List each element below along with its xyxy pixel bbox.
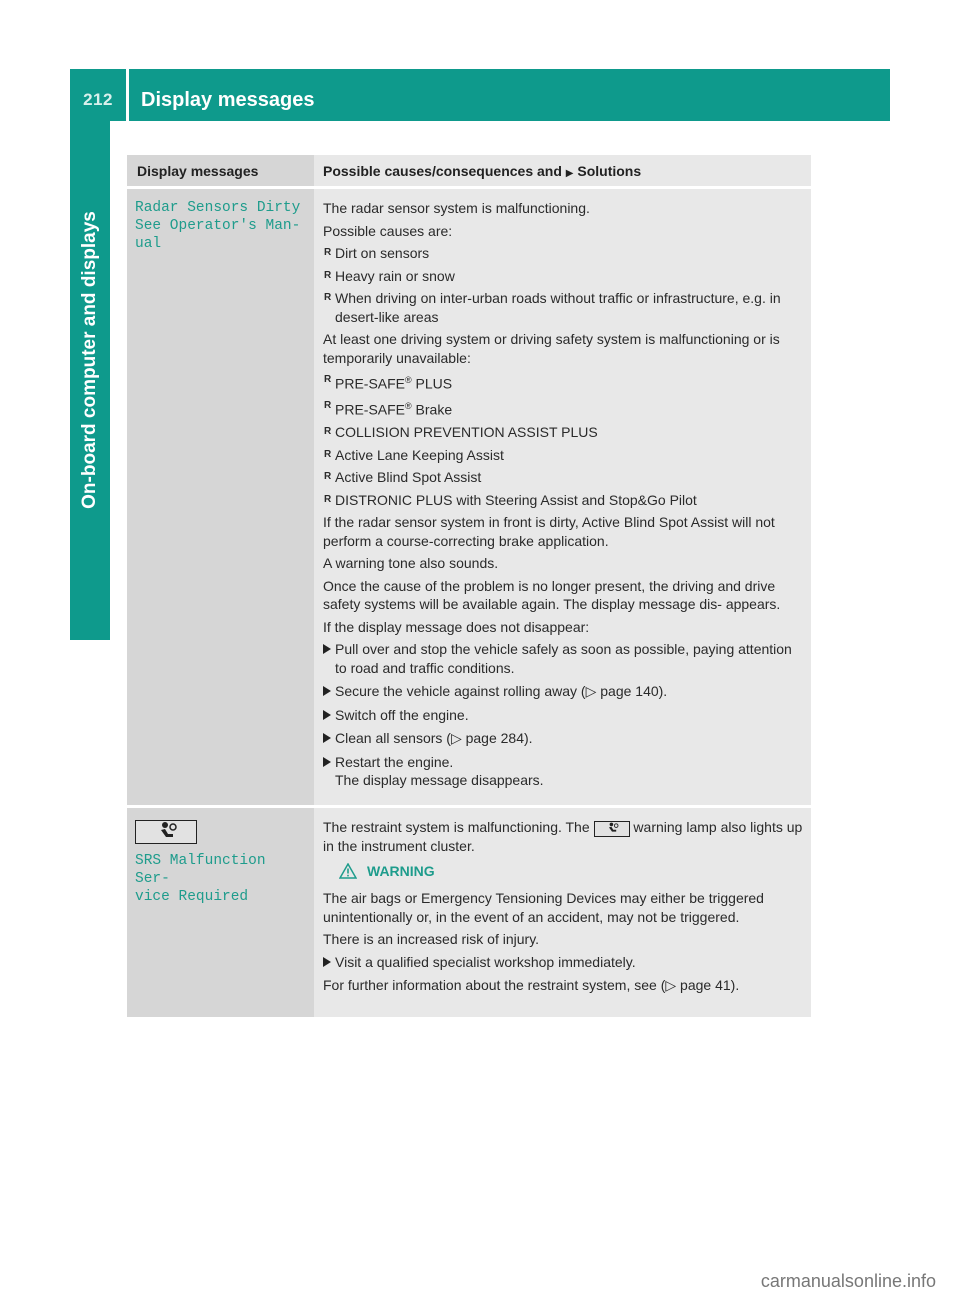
- action-text: Visit a qualified specialist workshop immediately.: [335, 953, 636, 970]
- action-step: [323, 729, 803, 748]
- list-item-text: Heavy rain or snow: [335, 267, 455, 284]
- section-title: Display messages: [141, 89, 315, 111]
- page-number: 212: [83, 90, 113, 109]
- action-text: Secure the vehicle against rolling away (: [335, 683, 586, 700]
- list-item-text: Dirt on sensors: [335, 245, 430, 261]
- display-message-line: Radar Sensors Dirty: [135, 200, 301, 216]
- body-text: At least one driving system or driving safety system is malfunctioning or is temporarily unavailable:: [323, 331, 780, 366]
- body-text: [323, 818, 803, 856]
- list-item-text: Brake: [411, 401, 453, 418]
- bullet-icon: R: [324, 400, 332, 412]
- list-item: [323, 468, 803, 487]
- body-text: Once the cause of the problem is no longer present, the driving and drive safety systems will be available again. The display message dis‐ appears.: [323, 577, 781, 613]
- list-item: [323, 423, 803, 442]
- body-text: If the display message does not disappear:: [323, 618, 590, 635]
- col-header-causes: [314, 155, 811, 186]
- list-item-text: Active Blind Spot Assist: [335, 469, 482, 486]
- list-item: [323, 397, 803, 419]
- action-text: Clean all sensors (: [335, 730, 451, 747]
- list-item-text: Active Lane Keeping Assist: [335, 446, 504, 463]
- bullet-icon: R: [324, 292, 332, 303]
- list-item-text: PRE-SAFE: [335, 375, 406, 392]
- action-text: Restart the engine.: [335, 753, 454, 770]
- action-step: [323, 640, 803, 677]
- action-text: Switch off the engine.: [335, 706, 469, 723]
- bullet-icon: R: [324, 448, 332, 460]
- action-result-text: The display message disappears.: [335, 772, 544, 789]
- action-text: Pull over and stop the vehicle safely as soon as possible, paying attention to road and traffic conditions.: [335, 641, 792, 676]
- right-arrow-icon: [323, 644, 331, 654]
- action-step: [323, 753, 803, 790]
- page-ref-link[interactable]: page 284).: [461, 730, 533, 747]
- list-item-text: When driving on inter-urban roads without traffic or infrastructure, e.g. in desert-like areas: [335, 290, 781, 325]
- right-arrow-icon: [323, 710, 331, 720]
- action-step: [323, 953, 803, 972]
- body-text: The air bags or Emergency Tensioning Devices may either be triggered unintentionally or, in the event of an accident, may not be triggered.: [323, 890, 764, 925]
- airbag-seat-icon: [594, 821, 630, 837]
- table-header-row: [127, 155, 811, 186]
- bullet-icon: R: [324, 426, 332, 438]
- table-row: [127, 808, 811, 1017]
- list-item: [323, 491, 803, 510]
- bullet-icon: R: [324, 374, 332, 385]
- body-text: [323, 976, 803, 995]
- list-item: [323, 371, 803, 393]
- list-item-text: PLUS: [411, 375, 453, 392]
- header-divider: [126, 69, 129, 121]
- table-row: [127, 189, 811, 805]
- list-item: [323, 289, 803, 326]
- display-message-line: See Operator's Man‐: [135, 218, 301, 234]
- col-header-solutions-label: Solutions: [577, 163, 642, 179]
- col-header-messages: Display messages: [127, 155, 314, 186]
- right-arrow-icon: [323, 686, 331, 696]
- display-message-line: SRS Malfunction Ser‐: [135, 852, 266, 887]
- registered-mark: ®: [405, 401, 412, 412]
- body-text: There is an increased risk of injury.: [323, 931, 540, 948]
- right-arrow-icon: [323, 733, 331, 743]
- col-header-causes-label: Possible causes/consequences and: [323, 163, 562, 179]
- list-item-text: DISTRONIC PLUS with Steering Assist and Stop&Go Pilot: [335, 491, 697, 508]
- side-tab-label: On-board computer and displays: [79, 211, 100, 509]
- bullet-icon: R: [324, 247, 332, 258]
- bullet-icon: R: [324, 269, 332, 281]
- page-ref-triangle-icon: ▷: [585, 683, 597, 700]
- body-text-part: The restraint system is malfunctioning. The: [323, 818, 590, 835]
- airbag-seat-icon: [135, 820, 197, 844]
- message-cell: [127, 808, 314, 1017]
- right-arrow-icon: [323, 757, 331, 767]
- page-ref-triangle-icon: ▷: [450, 730, 462, 747]
- messages-table: [127, 155, 811, 1017]
- list-item: [323, 244, 803, 263]
- list-item: [323, 446, 803, 465]
- body-text-part: warning lamp also lights up in the instrument cluster.: [323, 818, 803, 854]
- body-text: If the radar sensor system in front is dirty, Active Blind Spot Assist will not perform a course-correcting brake application.: [323, 514, 775, 549]
- display-message-line: ual: [135, 236, 162, 252]
- warning-label: WARNING: [367, 863, 435, 880]
- solution-cell: [314, 808, 811, 1017]
- body-text: The radar sensor system is malfunctioning.: [323, 200, 590, 216]
- bullet-icon: R: [324, 471, 332, 483]
- list-item-text: COLLISION PREVENTION ASSIST PLUS: [335, 424, 598, 441]
- display-message-line: vice Required: [135, 888, 249, 905]
- warning-triangle-icon: [339, 863, 357, 879]
- action-step: [323, 706, 803, 725]
- page-ref-link[interactable]: page 140).: [596, 683, 668, 700]
- page-ref-link[interactable]: page 41).: [676, 977, 740, 994]
- body-text: A warning tone also sounds.: [323, 555, 499, 572]
- message-cell: [127, 189, 314, 805]
- body-text-part: For further information about the restraint system, see (: [323, 977, 666, 994]
- body-text: Possible causes are:: [323, 222, 453, 239]
- warning-heading: [339, 863, 803, 879]
- bullet-icon: R: [324, 493, 332, 505]
- right-arrow-icon: [323, 957, 331, 967]
- registered-mark: ®: [405, 375, 412, 385]
- list-item-text: PRE-SAFE: [335, 401, 406, 418]
- solution-cell: [314, 189, 811, 805]
- list-item: [323, 267, 803, 286]
- action-step: [323, 682, 803, 701]
- watermark: carmanualsonline.info: [760, 1271, 936, 1291]
- right-arrow-icon: ▶: [565, 168, 574, 179]
- page-ref-triangle-icon: ▷: [665, 977, 677, 994]
